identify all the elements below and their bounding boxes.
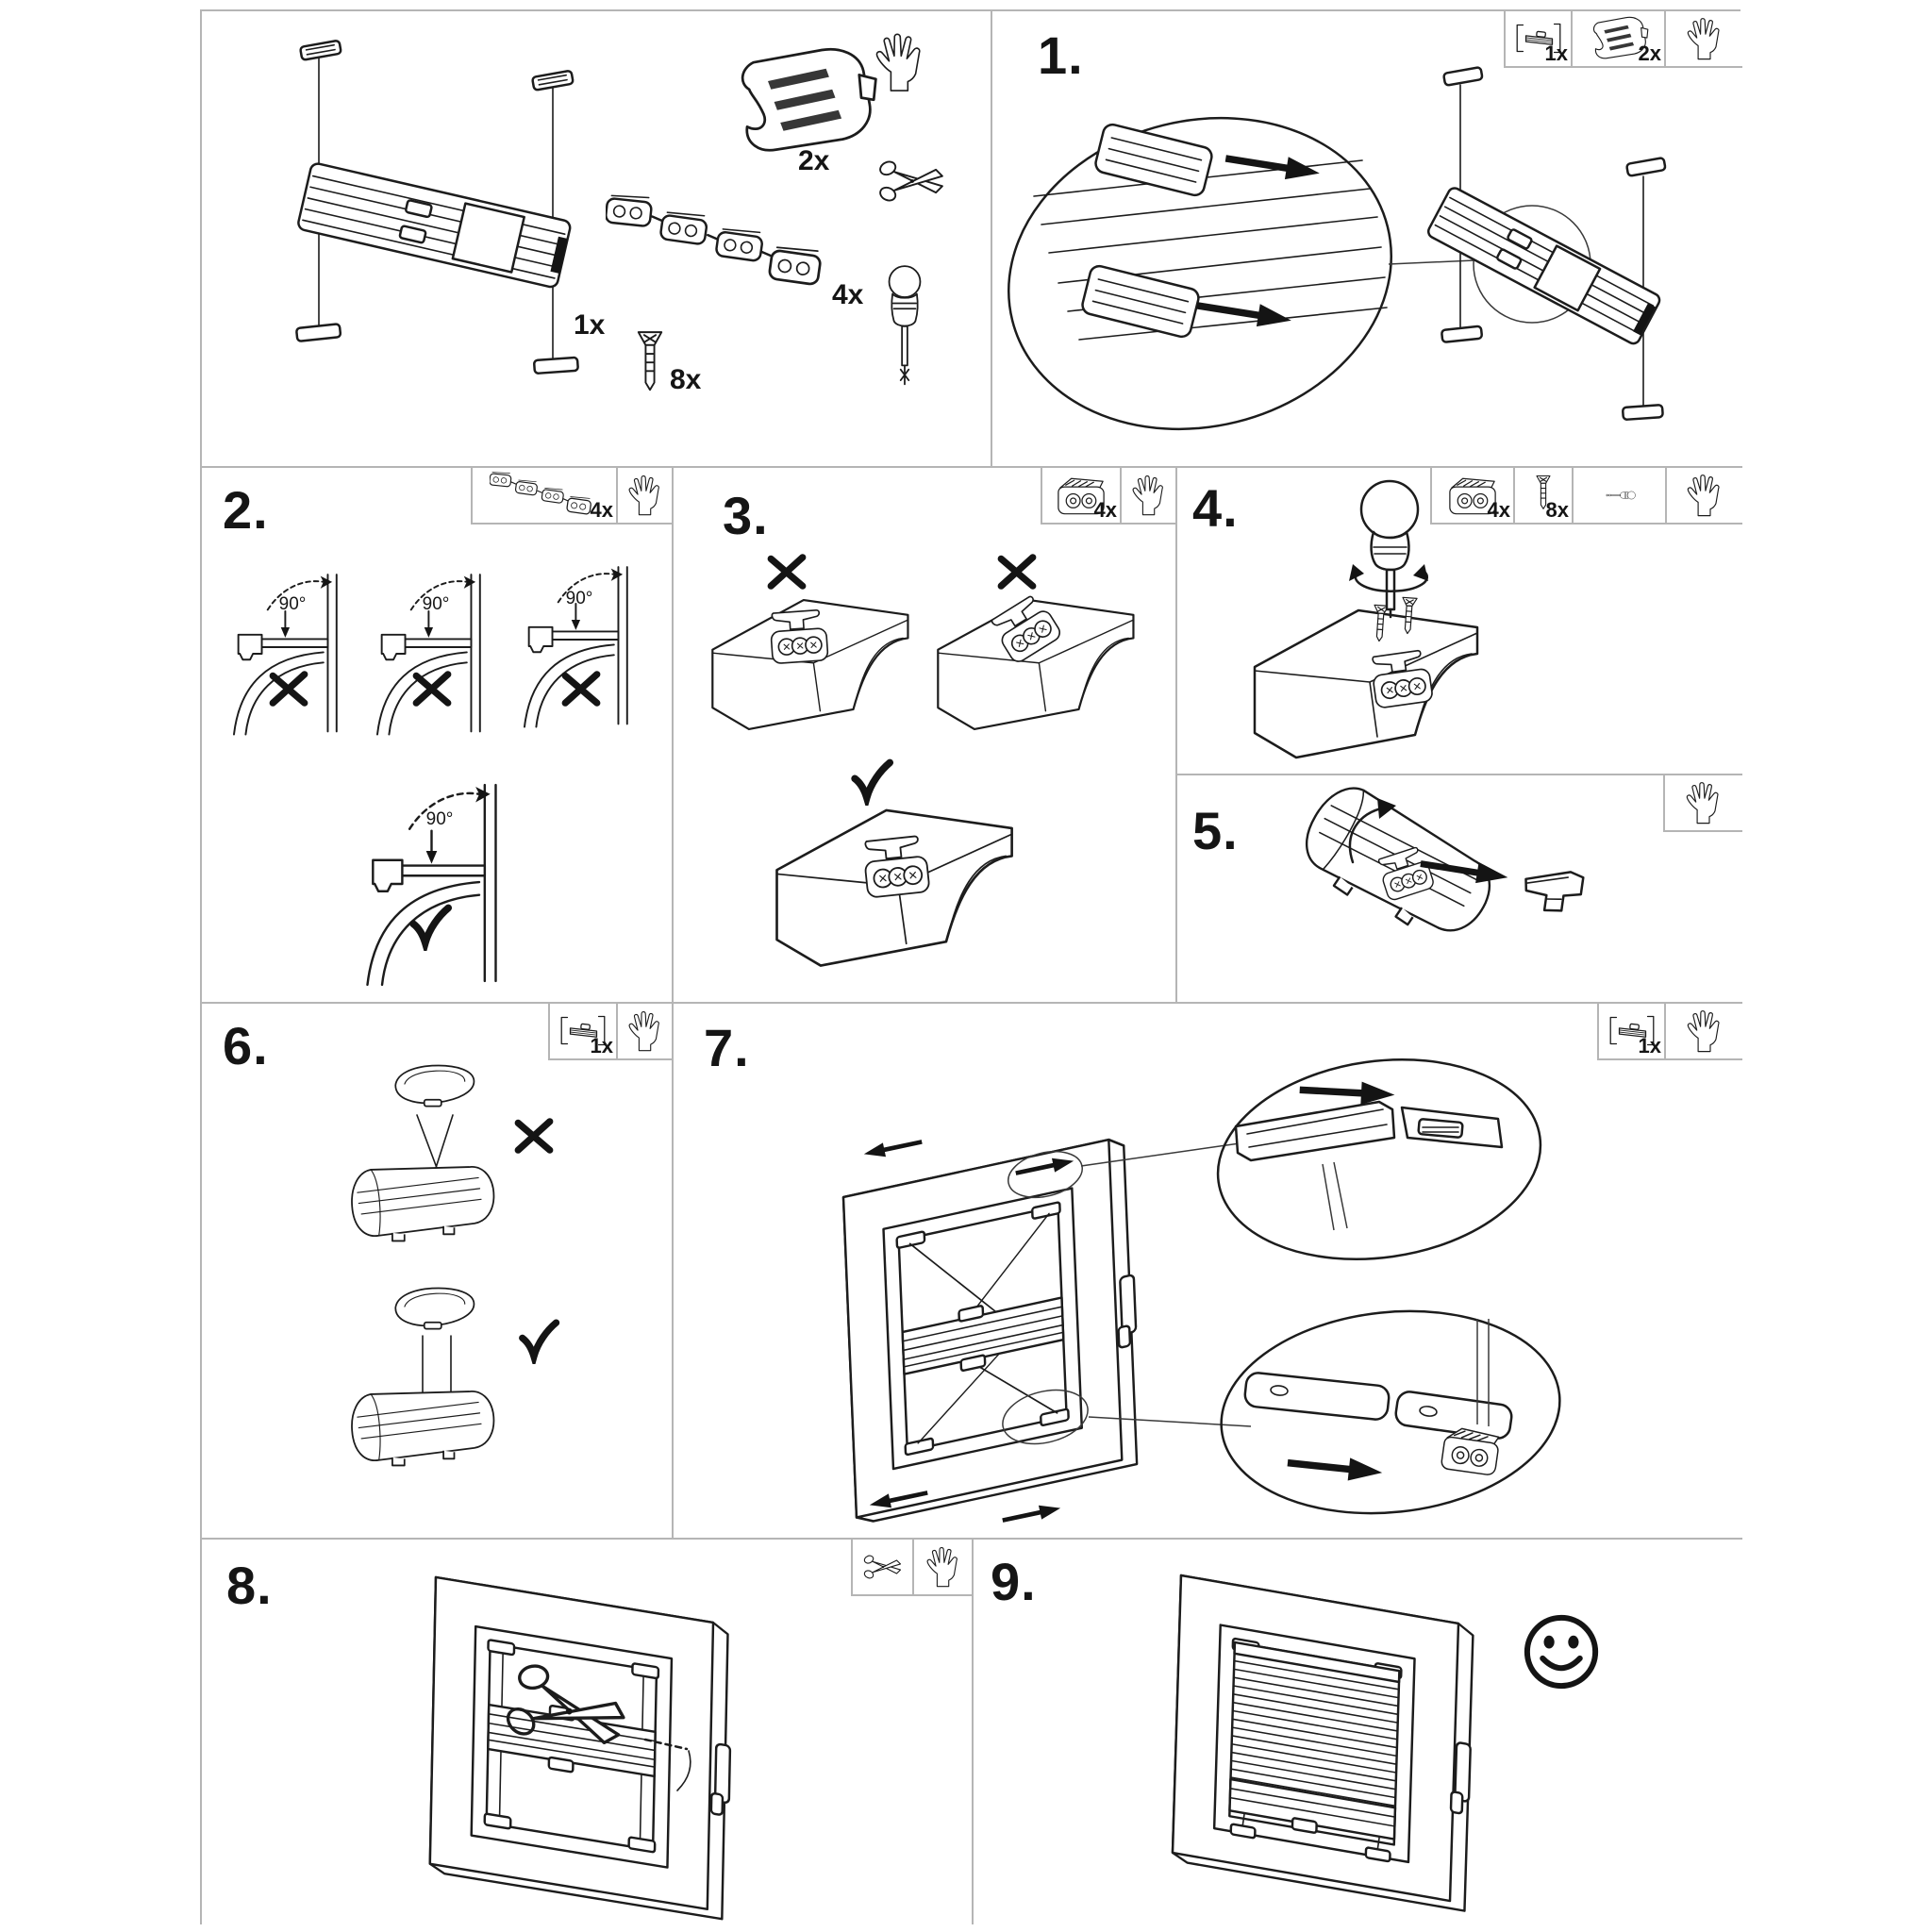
panel-step-4 [1177,468,1742,775]
step-2-header [471,468,672,525]
bracket-qty-label: 4x [832,279,864,310]
rail-end-drawing [352,1391,493,1466]
panel-step-5 [1177,775,1742,1004]
header-cell [1571,11,1664,66]
step-number: 8. [226,1556,273,1615]
panel-step-1 [992,11,1742,468]
blind-assembly-small [1426,67,1666,420]
qty-label: 8x [1545,498,1569,522]
step-number: 9. [991,1552,1037,1611]
hand-icon [1687,783,1718,824]
step-number: 3. [723,486,769,545]
window-finished-drawing [1173,1575,1474,1911]
screwdriver-drawing [1349,481,1428,617]
x-mark-icon [565,675,597,703]
header-cell [1120,468,1175,523]
hand-icon [1688,475,1719,516]
step-5-header [1663,775,1742,832]
header-cell [1513,468,1572,523]
step-2-illustration [202,468,672,1002]
blind-qty-label: 1x [574,309,606,341]
scissors-icon [863,1555,900,1580]
magnifier-ellipse [992,78,1424,466]
bracket-chain-drawing [606,193,864,310]
step-4-header [1430,468,1742,525]
step-9-illustration [974,1540,1742,1923]
step-7-header [1597,1004,1742,1060]
step-3-illustration [674,468,1175,1002]
qty-label: 2x [1638,42,1661,65]
hand-icon [629,1012,658,1051]
step-3-header [1041,468,1175,525]
mount-diagram-wrong-3 [525,567,627,726]
header-cell [1506,11,1571,66]
step-number: 2. [223,480,269,540]
cords-straight-correct [352,1288,556,1465]
hand-icon [629,476,658,515]
x-mark-icon [518,1122,550,1150]
header-cell [1432,468,1513,523]
angle-label: 90° [425,809,454,829]
check-mark-icon [523,1323,557,1357]
screwdriver-icon [1606,491,1635,499]
hand-icon [927,1548,957,1587]
screwdriver-icon [890,266,921,384]
clip-part-drawing [742,49,875,176]
header-cell [1664,11,1742,66]
clamp-position-wrong-1 [712,558,908,729]
scissors-icon [878,159,942,203]
panel-step-7 [674,1004,1742,1540]
window-drawing [843,1136,1141,1525]
top-bracket-drawing [395,1065,474,1106]
check-mark-icon [855,762,890,797]
header-cell [1664,1004,1742,1058]
screw-icon [639,332,661,390]
parts-overview-illustration [202,11,991,466]
header-cell [616,1004,672,1058]
rail-end-drawing [352,1167,493,1241]
qty-label: 4x [590,498,613,522]
qty-label: 4x [1487,498,1510,522]
qty-label: 4x [1093,498,1117,522]
angle-label: 90° [422,594,450,614]
step-number: 6. [223,1016,269,1075]
step-8-header [851,1540,972,1596]
step-1-illustration [992,11,1742,466]
qty-label: 1x [1638,1034,1661,1058]
sheet-grid [200,9,1740,1924]
removed-cap-drawing [1522,866,1584,915]
screw-qty-label: 8x [670,364,702,395]
step-6-illustration [202,1004,672,1538]
header-cell [912,1540,972,1594]
check-mark-icon [413,908,448,942]
x-mark-icon [771,558,803,586]
hand-icon [1133,476,1162,515]
header-cell [1572,468,1665,523]
x-mark-icon [1001,558,1033,586]
bracket-chain-icon [606,193,823,285]
bracket-chain-icon [490,471,592,514]
angle-label: 90° [278,594,307,614]
inset-bottom-rail [1211,1295,1570,1529]
step-number: 7. [704,1018,750,1077]
step-number: 5. [1192,801,1239,860]
header-cell [1665,775,1742,830]
step-1-header [1504,11,1742,68]
mount-diagram-correct [367,785,495,985]
smiley-icon [1527,1618,1595,1686]
header-cell [550,1004,616,1058]
clip-icon [742,49,875,150]
top-bracket-drawing [395,1288,474,1328]
panel-step-2 [202,468,674,1004]
blind-assembly-drawing [296,41,606,374]
screw-part-drawing [639,332,702,395]
qty-label: 1x [590,1034,613,1058]
header-cell [1599,1004,1664,1058]
step-number: 4. [1192,478,1239,538]
inset-top-channel [1205,1040,1554,1279]
clamp-position-correct [777,762,1012,965]
x-mark-icon [416,675,448,703]
cords-crossed-wrong [352,1065,550,1241]
qty-label: 1x [1544,42,1568,65]
panel-step-9 [974,1540,1742,1924]
panel-step-8 [202,1540,974,1924]
header-cell [1042,468,1120,523]
x-mark-icon [273,675,305,703]
step-6-header [548,1004,672,1060]
hand-icon [876,34,919,91]
angle-label: 90° [565,589,593,608]
clip-qty-label: 2x [798,145,830,176]
panel-step-3 [674,468,1177,1004]
header-cell [853,1540,912,1594]
slide-arrow [1287,1452,1384,1485]
hand-icon [1688,1011,1719,1052]
header-cell [473,468,616,523]
hand-icon [1688,19,1719,59]
panel-step-6 [202,1004,674,1540]
sash-corner-drawing [1255,610,1477,758]
clamp-position-wrong-2 [938,558,1133,729]
step-number: 1. [1038,25,1084,85]
mount-diagram-wrong-2 [377,575,480,734]
panel-parts-overview [202,11,992,468]
header-cell [616,468,672,523]
header-cell [1665,468,1742,523]
step-7-illustration [674,1004,1742,1538]
mount-diagram-wrong-1 [234,575,337,734]
step-5-illustration [1177,775,1742,1002]
step-8-illustration [202,1540,974,1923]
